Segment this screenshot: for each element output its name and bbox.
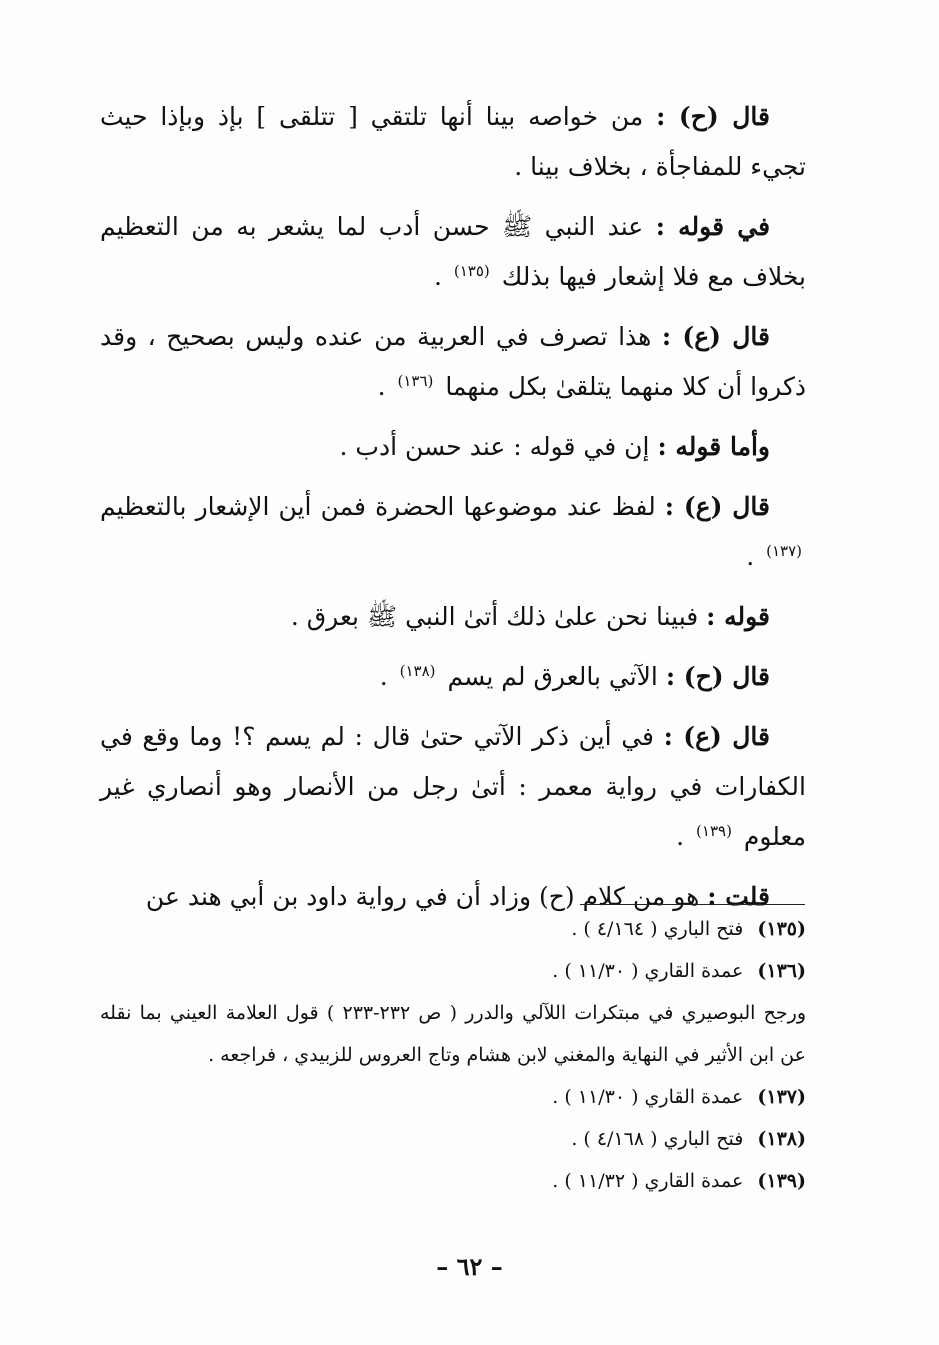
paragraph-lead: قلت : [707, 882, 770, 911]
paragraph-lead: قال (ح) : [665, 662, 770, 691]
paragraph-text: الآتي بالعرق لم يسم [447, 662, 658, 691]
footnote-divider [580, 904, 805, 905]
paragraph-2: في قوله : عند النبي ﷺ حسن أدب لما يشعر به من التعظيم بخلاف مع فلا إشعار فيها بذلك $^{(١٣٥)}$ . [100, 212, 806, 291]
footnote-ref-137[interactable]: (١٣٧) [766, 541, 802, 560]
footnote-ref-136[interactable]: (١٣٦) [397, 371, 434, 390]
paragraph-text: هذا تصرف في العربية من عنده وليس بصحيح ، وقد ذكروا أن كلا منهما يتلقىٰ بكل منهما [100, 322, 806, 401]
paragraph-7: قال (ح) : الآتي بالعرق لم يسم $^{(١٣٨)}$ . [379, 661, 770, 691]
footnote-135 [100, 908, 806, 950]
paragraph-text: من خواصه بينا أنها تلتقي [ تتلقى ] بإذ وبإذا حيث تجيء للمفاجأة ، بخلاف بينا . [100, 102, 806, 181]
footnotes [100, 908, 806, 1202]
footnote-ref-139[interactable]: (١٣٩) [696, 821, 732, 840]
footnote-text: عمدة القاري ( ١١/٣٠ ) . [552, 960, 744, 982]
paragraph-3: قال (ع) : هذا تصرف في العربية من عنده وليس بصحيح ، وقد ذكروا أن كلا منهما يتلقىٰ بكل منهما $^{(١٣٦)}$ . [100, 322, 806, 401]
footnote-139 [100, 1160, 806, 1202]
paragraph-text: فبينا نحن علىٰ ذلك أتىٰ النبي ﷺ بعرق . [290, 602, 699, 631]
footnote-138 [100, 1118, 806, 1160]
footnote-text: فتح الباري ( ٤/١٦٨ ) . [571, 1128, 744, 1150]
footnote-text: عمدة القاري ( ١١/٣٠ ) . [552, 1086, 744, 1108]
paragraph-text: عند النبي ﷺ حسن أدب لما يشعر به من التعظيم بخلاف مع فلا إشعار فيها بذلك [100, 212, 806, 291]
paragraph-text: في أين ذكر الآتي حتىٰ قال : لم يسم ؟! وما وقع في الكفارات في رواية معمر : أتىٰ رجل من الأنصار وهو أنصاري غير معلوم [100, 722, 806, 851]
paragraph-1 [100, 92, 806, 192]
footnote-number: (١٣٨) [757, 1128, 806, 1150]
paragraph-lead: قوله : [706, 602, 770, 631]
footnote-text: فتح الباري ( ٤/١٦٤ ) . [571, 918, 744, 940]
paragraph-lead: قال (ع) : [664, 492, 770, 521]
paragraph-lead: وأما قوله : [657, 432, 770, 461]
paragraph-5: قال (ع) : لفظ عند موضوعها الحضرة فمن أين الإشعار بالتعظيم $^{(١٣٧)}$ . [100, 492, 802, 571]
footnote-number: (١٣٧) [757, 1086, 806, 1108]
footnote-136-continuation: ورجح البوصيري في مبتكرات اللآلي والدرر ( ص ٢٣٢-٢٣٣ ) قول العلامة العيني بما نقله عن ابن الأثير في النهاية والمغني لابن هشام وتاج العروس للزبيدي ، فراجعه . [100, 1002, 807, 1066]
footnote-136 [100, 950, 806, 992]
paragraph-lead: قال (ع) : [661, 322, 770, 351]
paragraph-lead: قال (ح) : [656, 102, 770, 131]
footnote-ref-135[interactable]: (١٣٥) [453, 261, 490, 280]
paragraph-text: إن في قوله : عند حسن أدب . [339, 432, 650, 461]
footnote-number: (١٣٥) [757, 918, 806, 940]
footnote-137 [100, 1076, 806, 1118]
paragraph-8: قال (ع) : في أين ذكر الآتي حتىٰ قال : لم يسم ؟! وما وقع في الكفارات في رواية معمر : أتىٰ رجل من الأنصار وهو أنصاري غير معلوم $^{(١٣٩)}$ . [100, 722, 806, 851]
paragraph-lead: في قوله : [655, 212, 771, 241]
footnote-number: (١٣٦) [757, 960, 806, 982]
paragraph-text: لفظ عند موضوعها الحضرة فمن أين الإشعار بالتعظيم [100, 492, 656, 521]
paragraph-lead: قال (ع) : [663, 722, 770, 751]
main-text [100, 92, 806, 932]
paragraph-text: هو من كلام (ح) وزاد أن في رواية داود بن أبي هند عن [145, 882, 700, 911]
paragraph-6 [100, 592, 806, 642]
footnote-text: عمدة القاري ( ١١/٣٢ ) . [552, 1170, 744, 1192]
footnote-number: (١٣٩) [757, 1170, 806, 1192]
page-number: – ٦٢ – [436, 1252, 503, 1281]
footnote-ref-138[interactable]: (١٣٨) [399, 661, 436, 680]
paragraph-4 [100, 422, 806, 472]
